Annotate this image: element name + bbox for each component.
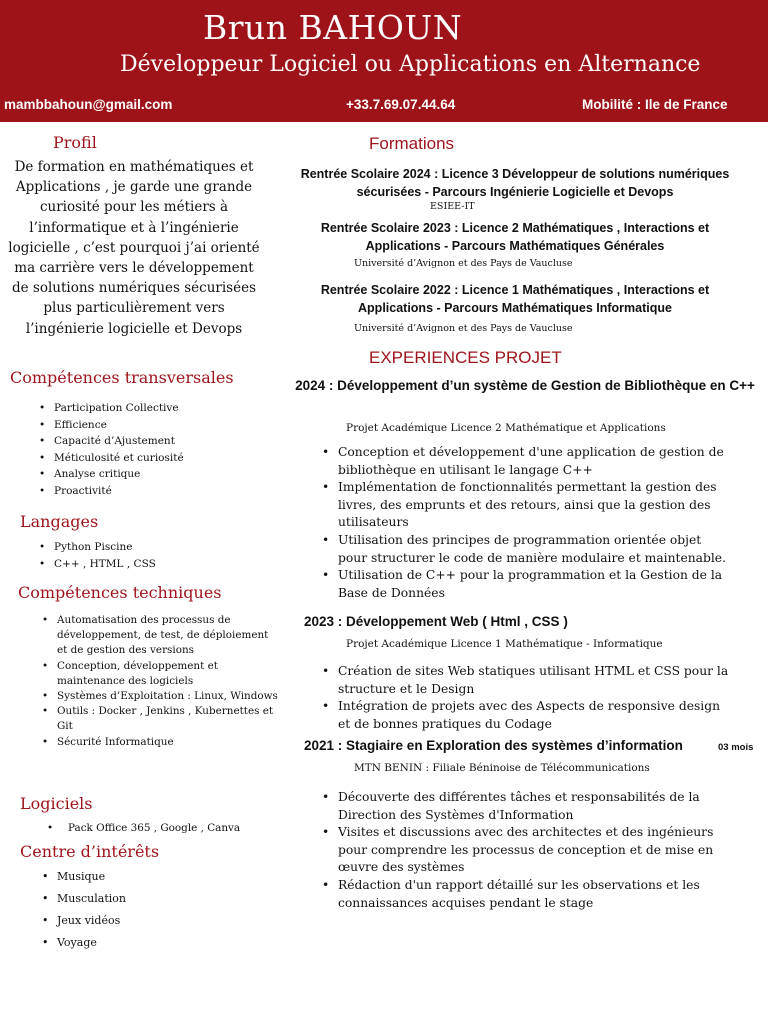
list-item: • Implémentation de fonctionnalités permettant la gestion des livres, des emprunts et des retours, ainsi que la gestion des utilisateurs: [320, 479, 730, 532]
list-item: • Conception et développement d'une application de gestion de bibliothèque en utilisant le langage C++: [320, 444, 730, 479]
header-banner: [0, 0, 768, 122]
list-item: • Participation Collective: [37, 400, 257, 417]
list-item: • Sécurité Informatique: [40, 735, 280, 750]
list-item: • Utilisation de C++ pour la programmation et la Gestion de la Base de Données: [320, 567, 730, 602]
experience-bullets: [320, 663, 730, 733]
list-item: • Intégration de projets avec des Aspects de responsive design et de bonnes pratiques du Codage: [320, 698, 730, 733]
formations-heading: Formations: [369, 134, 455, 153]
email[interactable]: mambbahoun@gmail.com: [4, 97, 173, 112]
formation-school: Université d’Avignon et des Pays de Vaucluse: [354, 258, 573, 269]
formation-school: ESIEE-IT: [430, 201, 475, 212]
list-item: • Conception, développement et maintenance des logiciels: [40, 659, 280, 689]
candidate-name: Brun BAHOUN: [203, 8, 463, 47]
experience-bullets: [320, 444, 730, 602]
interets-list: [40, 866, 240, 954]
experience-bullets: [320, 789, 730, 912]
experience-title: 2024 : Développement d’un système de Gestion de Bibliothèque en C++: [295, 378, 755, 393]
formation-school: Université d’Avignon et des Pays de Vaucluse: [354, 323, 573, 334]
list-item: • Proactivité: [37, 483, 257, 500]
phone[interactable]: +33.7.69.07.44.64: [346, 97, 456, 112]
formation-title: Rentrée Scolaire 2023 : Licence 2 Mathématiques , Interactions et Applications - Parcours Mathématiques Générales: [320, 221, 710, 253]
list-item: • Analyse critique: [37, 466, 257, 483]
list-item: • Visites et discussions avec des architectes et des ingénieurs pour comprendre les processus de conception et de mise en œuvre des systèmes: [320, 824, 730, 877]
experience-subtitle: Projet Académique Licence 1 Mathématique - Informatique: [346, 638, 663, 650]
competences-transversales-heading: Compétences transversales: [10, 368, 234, 387]
experience-title: 2023 : Développement Web ( Html , CSS ): [304, 614, 568, 629]
list-item: • Rédaction d'un rapport détaillé sur les observations et les connaissances acquises pendant le stage: [320, 877, 730, 912]
experience-duration: 03 mois: [718, 742, 754, 753]
interets-heading: Centre d’intérêts: [20, 842, 160, 861]
list-item: • Systèmes d’Exploitation : Linux, Windows: [40, 689, 280, 704]
formation-title: Rentrée Scolaire 2022 : Licence 1 Mathématiques , Interactions et Applications - Parcours Mathématiques Informatique: [320, 283, 710, 315]
list-item: • Automatisation des processus de développement, de test, de déploiement et de gestion des versions: [40, 613, 280, 659]
langages-list: [37, 539, 257, 572]
job-title: Développeur Logiciel ou Applications en Alternance: [120, 52, 701, 77]
list-item: • Voyage: [40, 932, 240, 954]
list-item: • Méticulosité et curiosité: [37, 450, 257, 467]
competences-transversales-list: [37, 400, 257, 500]
list-item: • Jeux vidéos: [40, 910, 240, 932]
competences-techniques-heading: Compétences techniques: [18, 583, 222, 602]
list-item: • Création de sites Web statiques utilisant HTML et CSS pour la structure et le Design: [320, 663, 730, 698]
list-item: • Musculation: [40, 888, 240, 910]
experience-subtitle: MTN BENIN : Filiale Béninoise de Télécommunications: [354, 762, 650, 774]
list-item: • Musique: [40, 866, 240, 888]
list-item: • Capacité d’Ajustement: [37, 433, 257, 450]
list-item: • Python Piscine: [37, 539, 257, 556]
logiciels-list: [45, 821, 285, 836]
list-item: • Utilisation des principes de programmation orientée objet pour structurer le code de manière modulaire et maintenable.: [320, 532, 730, 567]
list-item: • Pack Office 365 , Google , Canva: [45, 821, 285, 836]
list-item: • Découverte des différentes tâches et responsabilités de la Direction des Systèmes d'Information: [320, 789, 730, 824]
formation-title: Rentrée Scolaire 2024 : Licence 3 Développeur de solutions numériques sécurisées - Parcours Ingénierie Logicielle et Devops: [300, 167, 730, 199]
profil-heading: Profil: [53, 133, 97, 152]
experience-title: 2021 : Stagiaire en Exploration des systèmes d’information: [304, 738, 683, 753]
profil-text: De formation en mathématiques et Applications , je garde une grande curiosité pour les métiers à l’informatique et à l’ingénierie logicielle , c’est pourquoi j’ai orienté ma carrière vers le développement de solutions numériques sécurisées plus particulièrement vers l’ingénierie logicielle et Devops: [8, 159, 260, 337]
list-item: • C++ , HTML , CSS: [37, 556, 257, 573]
competences-techniques-list: [40, 613, 280, 750]
list-item: • Efficience: [37, 417, 257, 434]
list-item: • Outils : Docker , Jenkins , Kubernettes et Git: [40, 704, 280, 734]
mobility: Mobilité : Ile de France: [582, 97, 728, 112]
experiences-heading: EXPERIENCES PROJET: [369, 348, 562, 367]
langages-heading: Langages: [20, 512, 99, 531]
experience-subtitle: Projet Académique Licence 2 Mathématique et Applications: [346, 422, 666, 434]
logiciels-heading: Logiciels: [20, 794, 93, 813]
